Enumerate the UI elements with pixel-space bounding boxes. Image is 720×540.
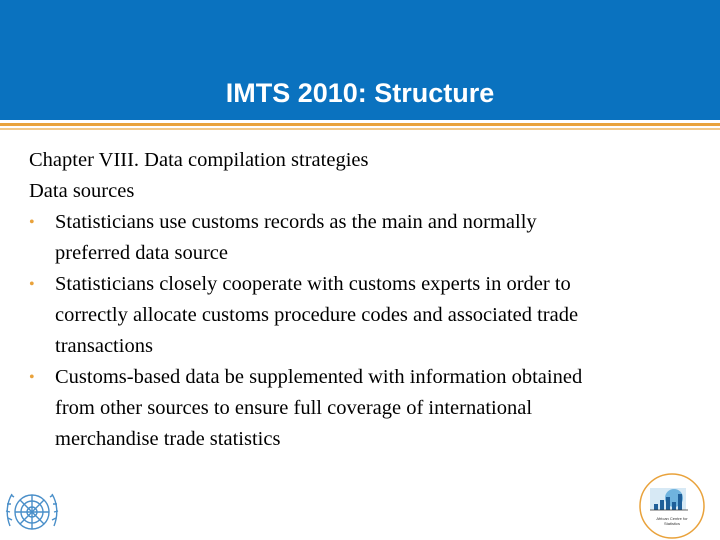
african-centre-for-statistics-logo [636, 472, 708, 540]
logo-caption-line: African Centre for [656, 516, 688, 521]
divider-rule-secondary [0, 128, 720, 130]
bullet-item [29, 362, 689, 455]
bullet-icon: • [29, 276, 35, 293]
bullet-text-line: preferred data source [55, 242, 228, 264]
bullet-text-line: merchandise trade statistics [55, 428, 281, 450]
bullet-text-line: Statisticians closely cooperate with customs experts in order to [55, 273, 571, 295]
bullet-text-line: Customs-based data be supplemented with information obtained [55, 366, 583, 388]
slide-title: IMTS 2010: Structure [225, 78, 495, 108]
bullet-text-line: correctly allocate customs procedure codes and associated trade [55, 304, 579, 326]
bullet-item [29, 269, 689, 362]
slide-body [29, 145, 689, 455]
bullet-icon: • [29, 369, 35, 386]
chapter-heading: Chapter VIII. Data compilation strategies [29, 149, 369, 171]
bullet-text-line: transactions [55, 335, 153, 357]
divider-rule [0, 123, 720, 126]
logo-caption-line: Statistics [663, 521, 680, 526]
un-emblem-icon [0, 480, 64, 540]
bullet-text-line: from other sources to ensure full coverage of international [55, 397, 533, 419]
logo-caption [636, 516, 708, 526]
bullet-icon: • [29, 214, 35, 231]
bullet-item [29, 207, 689, 269]
section-heading: Data sources [29, 180, 135, 202]
bullet-text-line: Statisticians use customs records as the main and normally [55, 211, 537, 233]
